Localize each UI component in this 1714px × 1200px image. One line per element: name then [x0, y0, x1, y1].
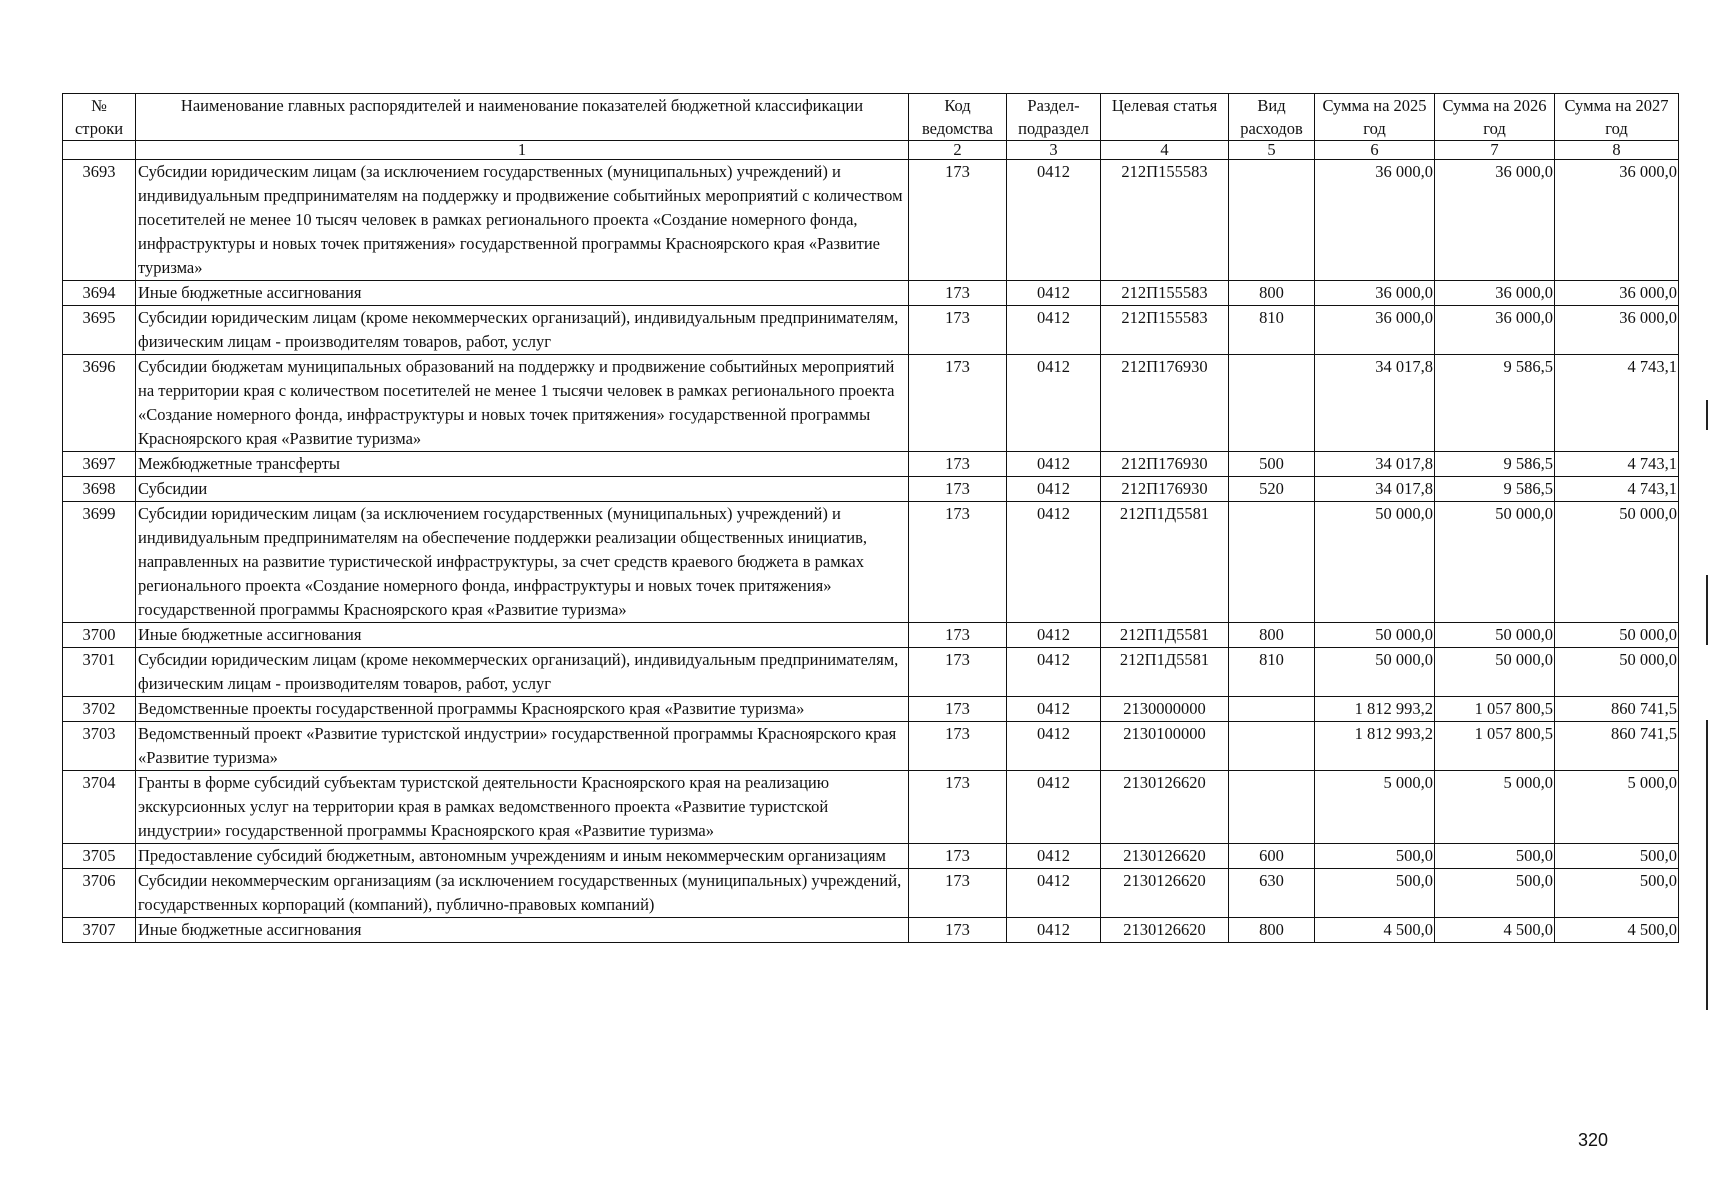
target-item-code: 2130100000 [1101, 722, 1229, 771]
department-code: 173 [909, 160, 1007, 281]
amount-2025: 36 000,0 [1315, 160, 1435, 281]
amount-2027: 860 741,5 [1555, 722, 1679, 771]
header-cell: Наименование главных распорядителей и наименование показателей бюджетной классификации [136, 94, 909, 141]
target-item-code: 2130126620 [1101, 869, 1229, 918]
target-item-code: 212П1Д5581 [1101, 648, 1229, 697]
target-item-code: 212П155583 [1101, 160, 1229, 281]
table-row [63, 771, 1679, 844]
department-code: 173 [909, 697, 1007, 722]
target-item-code: 2130126620 [1101, 918, 1229, 943]
table-row [63, 306, 1679, 355]
table-row [63, 160, 1679, 281]
target-item-code: 212П155583 [1101, 306, 1229, 355]
expense-type-code [1229, 355, 1315, 452]
column-number-cell: 2 [909, 141, 1007, 160]
amount-2026: 9 586,5 [1435, 452, 1555, 477]
column-number-cell: 1 [136, 141, 909, 160]
amount-2026: 36 000,0 [1435, 160, 1555, 281]
column-number-cell: 5 [1229, 141, 1315, 160]
department-code: 173 [909, 502, 1007, 623]
row-number: 3702 [63, 697, 136, 722]
column-number-cell: 4 [1101, 141, 1229, 160]
section-code: 0412 [1007, 502, 1101, 623]
section-code: 0412 [1007, 306, 1101, 355]
table-row [63, 623, 1679, 648]
row-name: Субсидии юридическим лицам (кроме некоммерческих организаций), индивидуальным предпринимателям, физическим лицам - производителям товаров, работ, услуг [136, 648, 909, 697]
header-cell: Код ведомства [909, 94, 1007, 141]
column-number-cell: 8 [1555, 141, 1679, 160]
amount-2027: 500,0 [1555, 844, 1679, 869]
amount-2025: 50 000,0 [1315, 502, 1435, 623]
expense-type-code [1229, 722, 1315, 771]
section-code: 0412 [1007, 869, 1101, 918]
section-code: 0412 [1007, 477, 1101, 502]
amount-2026: 50 000,0 [1435, 502, 1555, 623]
amount-2025: 34 017,8 [1315, 477, 1435, 502]
section-code: 0412 [1007, 160, 1101, 281]
row-number: 3699 [63, 502, 136, 623]
row-number: 3693 [63, 160, 136, 281]
amount-2026: 36 000,0 [1435, 306, 1555, 355]
table-row [63, 869, 1679, 918]
department-code: 173 [909, 452, 1007, 477]
department-code: 173 [909, 771, 1007, 844]
table-row [63, 918, 1679, 943]
department-code: 173 [909, 623, 1007, 648]
row-number: 3698 [63, 477, 136, 502]
row-number: 3701 [63, 648, 136, 697]
target-item-code: 212П1Д5581 [1101, 502, 1229, 623]
expense-type-code: 600 [1229, 844, 1315, 869]
section-code: 0412 [1007, 623, 1101, 648]
table-row [63, 697, 1679, 722]
column-number-cell: 3 [1007, 141, 1101, 160]
department-code: 173 [909, 869, 1007, 918]
amount-2026: 50 000,0 [1435, 648, 1555, 697]
table-row [63, 844, 1679, 869]
expense-type-code: 800 [1229, 623, 1315, 648]
table-row [63, 355, 1679, 452]
expense-type-code: 630 [1229, 869, 1315, 918]
amount-2025: 50 000,0 [1315, 648, 1435, 697]
row-name: Иные бюджетные ассигнования [136, 623, 909, 648]
department-code: 173 [909, 281, 1007, 306]
row-number: 3695 [63, 306, 136, 355]
amount-2027: 50 000,0 [1555, 623, 1679, 648]
department-code: 173 [909, 477, 1007, 502]
table-row [63, 477, 1679, 502]
department-code: 173 [909, 722, 1007, 771]
amount-2026: 5 000,0 [1435, 771, 1555, 844]
row-number: 3704 [63, 771, 136, 844]
header-cell: Раздел-подраздел [1007, 94, 1101, 141]
target-item-code: 2130126620 [1101, 844, 1229, 869]
amount-2026: 9 586,5 [1435, 477, 1555, 502]
amount-2027: 500,0 [1555, 869, 1679, 918]
section-code: 0412 [1007, 452, 1101, 477]
column-number-cell: 7 [1435, 141, 1555, 160]
section-code: 0412 [1007, 722, 1101, 771]
row-number: 3705 [63, 844, 136, 869]
table-row [63, 281, 1679, 306]
department-code: 173 [909, 844, 1007, 869]
row-name: Субсидии юридическим лицам (кроме некоммерческих организаций), индивидуальным предпринимателям, физическим лицам - производителям товаров, работ, услуг [136, 306, 909, 355]
section-code: 0412 [1007, 697, 1101, 722]
row-name: Ведомственный проект «Развитие туристской индустрии» государственной программы Красноярского края «Развитие туризма» [136, 722, 909, 771]
amount-2026: 1 057 800,5 [1435, 722, 1555, 771]
section-code: 0412 [1007, 918, 1101, 943]
row-name: Субсидии [136, 477, 909, 502]
row-number: 3703 [63, 722, 136, 771]
section-code: 0412 [1007, 355, 1101, 452]
amount-2025: 5 000,0 [1315, 771, 1435, 844]
department-code: 173 [909, 648, 1007, 697]
scan-edge-mark [1706, 720, 1708, 1010]
amount-2026: 9 586,5 [1435, 355, 1555, 452]
column-number-cell: 6 [1315, 141, 1435, 160]
expense-type-code [1229, 697, 1315, 722]
target-item-code: 212П176930 [1101, 355, 1229, 452]
expense-type-code: 800 [1229, 918, 1315, 943]
header-cell: Вид расходов [1229, 94, 1315, 141]
amount-2027: 36 000,0 [1555, 160, 1679, 281]
expense-type-code [1229, 502, 1315, 623]
row-name: Гранты в форме субсидий субъектам туристской деятельности Красноярского края на реализацию экскурсионных услуг на территории края в рамках ведомственного проекта «Развитие туристской индустрии» государственной программы Красноярского края «Развитие туризма» [136, 771, 909, 844]
amount-2025: 34 017,8 [1315, 452, 1435, 477]
department-code: 173 [909, 918, 1007, 943]
target-item-code: 2130126620 [1101, 771, 1229, 844]
amount-2027: 36 000,0 [1555, 306, 1679, 355]
table-row [63, 452, 1679, 477]
row-number: 3700 [63, 623, 136, 648]
amount-2027: 4 743,1 [1555, 452, 1679, 477]
target-item-code: 212П176930 [1101, 477, 1229, 502]
scan-edge-mark [1706, 575, 1708, 645]
amount-2026: 500,0 [1435, 869, 1555, 918]
expense-type-code: 810 [1229, 306, 1315, 355]
amount-2025: 36 000,0 [1315, 281, 1435, 306]
department-code: 173 [909, 306, 1007, 355]
row-number: 3697 [63, 452, 136, 477]
target-item-code: 2130000000 [1101, 697, 1229, 722]
target-item-code: 212П176930 [1101, 452, 1229, 477]
header-cell: Сумма на 2025 год [1315, 94, 1435, 141]
column-number-cell [63, 141, 136, 160]
amount-2027: 4 500,0 [1555, 918, 1679, 943]
expense-type-code: 810 [1229, 648, 1315, 697]
expense-type-code: 520 [1229, 477, 1315, 502]
section-code: 0412 [1007, 771, 1101, 844]
row-name: Ведомственные проекты государственной программы Красноярского края «Развитие туризма» [136, 697, 909, 722]
amount-2025: 4 500,0 [1315, 918, 1435, 943]
row-name: Субсидии некоммерческим организациям (за исключением государственных (муниципальных) учреждений, государственных корпораций (компаний), публично-правовых компаний) [136, 869, 909, 918]
expense-type-code [1229, 160, 1315, 281]
amount-2025: 1 812 993,2 [1315, 722, 1435, 771]
expense-type-code: 800 [1229, 281, 1315, 306]
budget-table [62, 93, 1679, 943]
amount-2027: 860 741,5 [1555, 697, 1679, 722]
page-number: 320 [1578, 1130, 1609, 1150]
row-number: 3696 [63, 355, 136, 452]
table-body [63, 141, 1679, 943]
row-name: Субсидии бюджетам муниципальных образований на поддержку и продвижение событийных мероприятий на территории края с количеством посетителей не менее 1 тысячи человек в рамках регионального проекта «Создание номерного фонда, инфраструктуры и новых точек притяжения» государственной программы Красноярского края «Развитие туризма» [136, 355, 909, 452]
column-number-row [63, 141, 1679, 160]
section-code: 0412 [1007, 844, 1101, 869]
row-name: Субсидии юридическим лицам (за исключением государственных (муниципальных) учреждений) и индивидуальным предпринимателям на поддержку и продвижение событийных мероприятий с количеством посетителей не менее 10 тысяч человек в рамках регионального проекта «Создание номерного фонда, инфраструктуры и новых точек притяжения» государственной программы Красноярского края «Развитие туризма» [136, 160, 909, 281]
row-number: 3707 [63, 918, 136, 943]
row-number: 3706 [63, 869, 136, 918]
row-name: Предоставление субсидий бюджетным, автономным учреждениям и иным некоммерческим организациям [136, 844, 909, 869]
amount-2027: 4 743,1 [1555, 355, 1679, 452]
table-row [63, 722, 1679, 771]
header-row [63, 94, 1679, 141]
amount-2026: 50 000,0 [1435, 623, 1555, 648]
amount-2027: 4 743,1 [1555, 477, 1679, 502]
amount-2027: 5 000,0 [1555, 771, 1679, 844]
table-row [63, 648, 1679, 697]
target-item-code: 212П1Д5581 [1101, 623, 1229, 648]
header-cell: № строки [63, 94, 136, 141]
department-code: 173 [909, 355, 1007, 452]
amount-2027: 36 000,0 [1555, 281, 1679, 306]
table-row [63, 502, 1679, 623]
amount-2026: 500,0 [1435, 844, 1555, 869]
section-code: 0412 [1007, 648, 1101, 697]
amount-2027: 50 000,0 [1555, 502, 1679, 623]
target-item-code: 212П155583 [1101, 281, 1229, 306]
amount-2025: 36 000,0 [1315, 306, 1435, 355]
amount-2025: 500,0 [1315, 869, 1435, 918]
header-cell: Сумма на 2026 год [1435, 94, 1555, 141]
section-code: 0412 [1007, 281, 1101, 306]
amount-2025: 500,0 [1315, 844, 1435, 869]
row-name: Субсидии юридическим лицам (за исключением государственных (муниципальных) учреждений) и индивидуальным предпринимателям на обеспечение поддержки реализации общественных инициатив, направленных на развитие туристической инфраструктуры, за счет средств краевого бюджета в рамках регионального проекта «Создание номерного фонда, инфраструктуры и новых точек притяжения» государственной программы Красноярского края «Развитие туризма» [136, 502, 909, 623]
expense-type-code: 500 [1229, 452, 1315, 477]
row-name: Иные бюджетные ассигнования [136, 918, 909, 943]
amount-2026: 1 057 800,5 [1435, 697, 1555, 722]
amount-2026: 4 500,0 [1435, 918, 1555, 943]
header-cell: Сумма на 2027 год [1555, 94, 1679, 141]
amount-2026: 36 000,0 [1435, 281, 1555, 306]
scan-edge-mark [1706, 400, 1708, 430]
amount-2025: 34 017,8 [1315, 355, 1435, 452]
row-name: Иные бюджетные ассигнования [136, 281, 909, 306]
amount-2025: 50 000,0 [1315, 623, 1435, 648]
amount-2027: 50 000,0 [1555, 648, 1679, 697]
amount-2025: 1 812 993,2 [1315, 697, 1435, 722]
header-cell: Целевая статья [1101, 94, 1229, 141]
row-name: Межбюджетные трансферты [136, 452, 909, 477]
row-number: 3694 [63, 281, 136, 306]
expense-type-code [1229, 771, 1315, 844]
